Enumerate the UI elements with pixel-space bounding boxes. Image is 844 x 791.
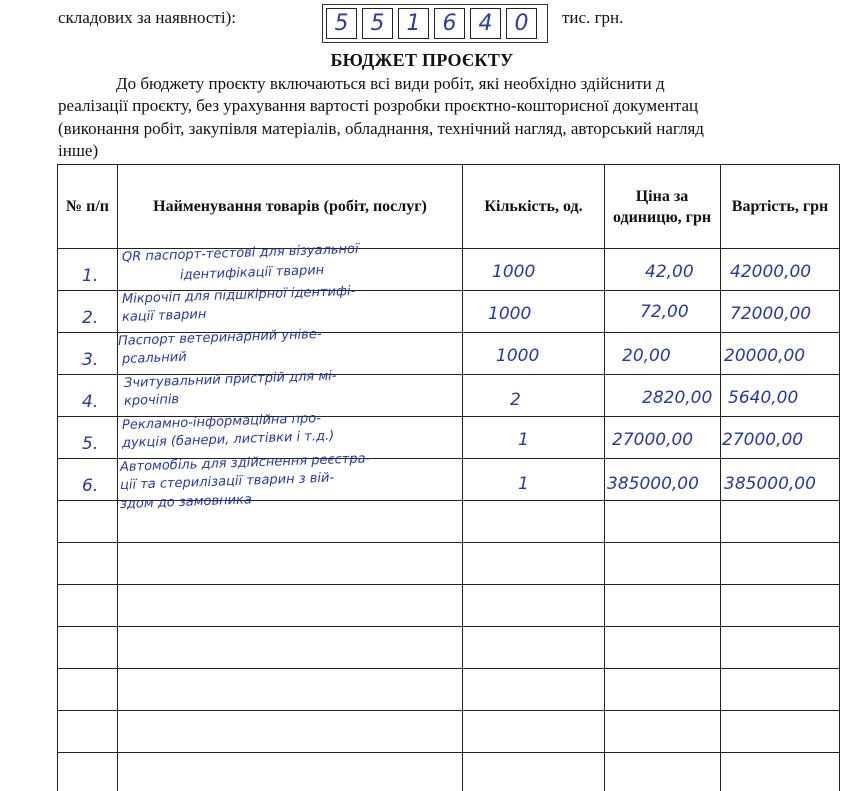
row-1-num: 1. [82, 266, 99, 286]
row-1-cost: 42000,00 [730, 262, 812, 282]
header-qty: Кількість, од. [484, 198, 583, 215]
row-3-name-line-1: Паспорт ветеринарний уніве- [117, 326, 322, 349]
header-price: Ціна за одиницю, грн [612, 187, 712, 226]
row-3-qty: 1000 [496, 346, 540, 366]
row-4-name-line-1: Зчитувальний пристрій для мі- [123, 368, 337, 391]
row-5-num: 5. [82, 434, 99, 454]
row-1-name-line-1: QR паспорт-тестові для візуальної [121, 241, 359, 265]
row-divider [57, 584, 840, 585]
row-5-price: 27000,00 [612, 430, 694, 450]
intro-line-4: інше) [58, 141, 99, 160]
row-6-qty: 1 [518, 474, 529, 494]
row-1-name-line-2: ідентифікації тварин [179, 262, 325, 283]
intro-line-2: реалізації проєкту, без урахування вартості розробки проєктно-кошторисної документац [58, 96, 699, 115]
row-3-name-line-2: рсальний [121, 349, 187, 367]
row-6-price: 385000,00 [607, 474, 699, 494]
amount-digit-4: 6 [434, 8, 465, 39]
amount-unit: тис. грн. [562, 8, 624, 27]
row-divider [57, 752, 840, 753]
row-2-price: 72,00 [640, 302, 689, 322]
budget-title: БЮДЖЕТ ПРОЄКТУ [330, 50, 514, 70]
row-5-qty: 1 [518, 430, 529, 450]
row-2-name-line-2: кації тварин [121, 307, 207, 325]
col-divider [462, 164, 463, 791]
row-5-name-line-2: дукція (банери, листівки і т.д.) [121, 428, 335, 451]
row-4-num: 4. [82, 392, 99, 412]
row-4-qty: 2 [510, 390, 521, 410]
col-divider [57, 164, 58, 791]
amount-digit-3: 1 [398, 8, 429, 39]
amount-digit-5: 4 [470, 8, 501, 39]
header-cost: Вартість, грн [731, 198, 829, 215]
col-divider [117, 164, 118, 791]
row-divider [57, 668, 840, 669]
amount-label: складових за наявності): [58, 8, 236, 27]
row-1-price: 42,00 [645, 262, 694, 282]
row-divider [57, 542, 840, 543]
row-5-cost: 27000,00 [722, 430, 804, 450]
row-6-name-line-3: здом до замовника [119, 492, 253, 512]
row-6-num: 6. [82, 476, 99, 496]
row-6-name-line-1: Автомобіль для здійснення реєстра- [119, 451, 371, 475]
row-2-name-line-1: Мікрочіп для підшкірної ідентифі- [121, 283, 356, 307]
row-5-name-line-1: Рекламно-інформаційна про- [121, 411, 322, 433]
row-4-name-line-2: крочіпів [123, 392, 180, 409]
row-3-price: 20,00 [622, 346, 671, 366]
row-divider [57, 626, 840, 627]
row-4-price: 2820,00 [642, 388, 713, 408]
row-4-cost: 5640,00 [728, 388, 799, 408]
row-3-num: 3. [82, 350, 99, 370]
header-num: № п/п [66, 198, 109, 215]
row-6-cost: 385000,00 [724, 474, 816, 494]
row-2-num: 2. [82, 308, 99, 328]
row-2-cost: 72000,00 [730, 304, 812, 324]
amount-digit-1: 5 [326, 8, 357, 39]
amount-digit-2: 5 [362, 8, 393, 39]
row-2-qty: 1000 [488, 304, 532, 324]
row-1-qty: 1000 [492, 262, 536, 282]
intro-line-3: (виконання робіт, закупівля матеріалів, обладнання, технічний нагляд, авторський нагляд [58, 119, 704, 138]
intro-line-1: До бюджету проєкту включаються всі види робіт, які необхідно здійснити д [116, 74, 665, 93]
row-divider [57, 710, 840, 711]
header-name: Найменування товарів (робіт, послуг) [153, 198, 427, 215]
col-divider [839, 164, 840, 791]
col-divider [604, 164, 605, 791]
amount-digit-6: 0 [506, 8, 537, 39]
col-divider [720, 164, 721, 791]
row-6-name-line-2: ції та стерилізації тварин з вій- [119, 470, 335, 493]
row-3-cost: 20000,00 [724, 346, 806, 366]
